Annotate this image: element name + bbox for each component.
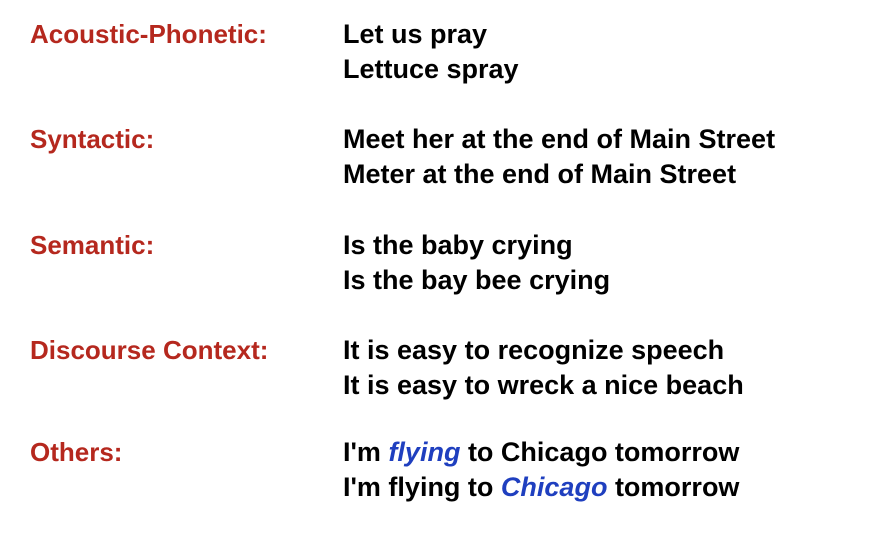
- examples-acoustic-phonetic: [343, 17, 519, 87]
- label-semantic: Semantic:: [30, 230, 155, 260]
- example-line: [343, 470, 739, 505]
- emphasized-word: flying: [388, 437, 461, 467]
- example-line: It is easy to recognize speech: [343, 335, 725, 365]
- emphasized-word: Chicago: [500, 472, 608, 502]
- label-discourse-context: Discourse Context:: [30, 335, 269, 365]
- example-line: Let us pray: [343, 19, 488, 49]
- example-line: Meet her at the end of Main Street: [343, 124, 776, 154]
- label-syntactic: Syntactic:: [30, 124, 155, 154]
- examples-semantic: [343, 228, 610, 298]
- text-segment: to Chicago tomorrow: [460, 437, 740, 467]
- example-line: Lettuce spray: [343, 54, 519, 84]
- example-line: Is the baby crying: [343, 230, 573, 260]
- example-line: It is easy to wreck a nice beach: [343, 370, 744, 400]
- examples-discourse-context: [343, 333, 744, 403]
- example-line: [343, 435, 739, 470]
- example-line: Meter at the end of Main Street: [343, 159, 737, 189]
- text-segment: I'm: [343, 437, 389, 467]
- label-acoustic-phonetic: Acoustic-Phonetic:: [30, 19, 267, 49]
- examples-others: [343, 435, 739, 505]
- label-others: Others:: [30, 437, 123, 467]
- text-segment: tomorrow: [607, 472, 740, 502]
- examples-syntactic: [343, 122, 775, 192]
- example-line: Is the bay bee crying: [343, 265, 611, 295]
- text-segment: I'm flying to: [343, 472, 501, 502]
